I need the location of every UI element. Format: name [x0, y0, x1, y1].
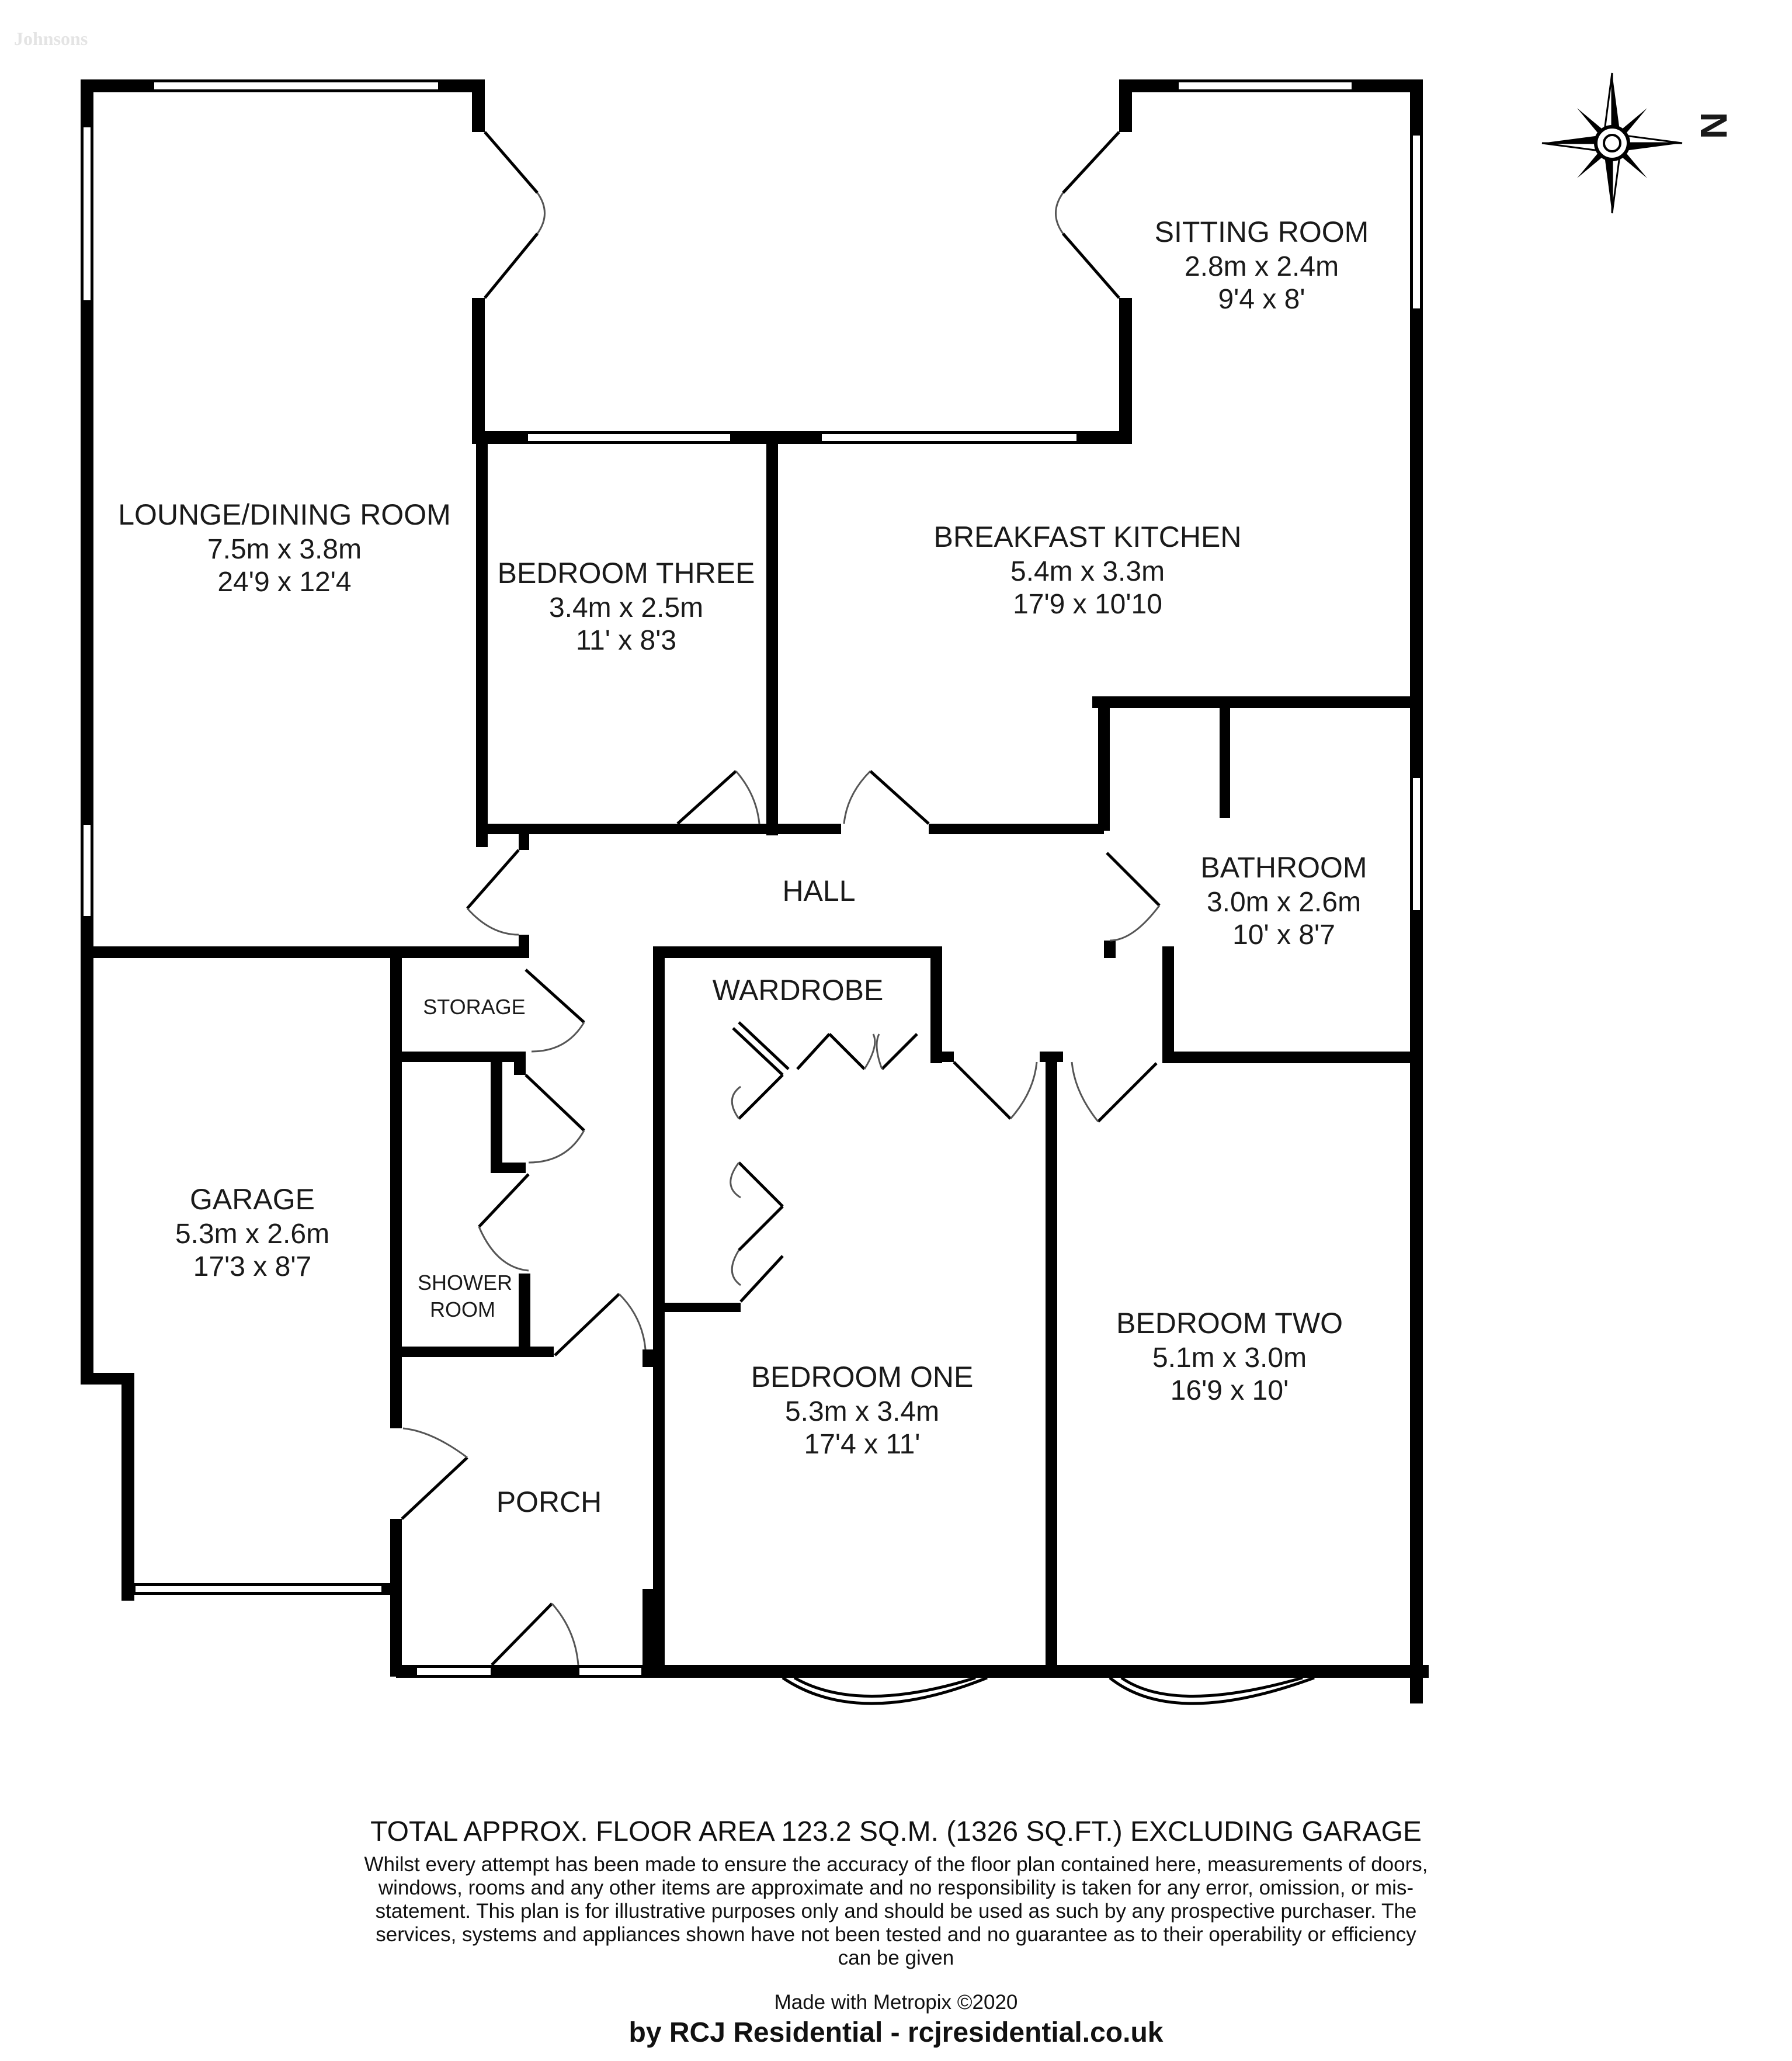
room-name-line1: SHOWER — [418, 1271, 512, 1295]
room-imperial: 24'9 x 12'4 — [217, 567, 352, 598]
room-metric: 5.3m x 2.6m — [175, 1219, 330, 1250]
room-imperial: 17'9 x 10'10 — [1013, 589, 1162, 620]
room-lounge — [118, 498, 450, 598]
room-name: WARDROBE — [712, 974, 884, 1007]
room-name: SITTING ROOM — [1154, 216, 1369, 248]
room-name: BEDROOM ONE — [751, 1361, 974, 1393]
room-kitchen — [934, 521, 1242, 620]
room-metric: 7.5m x 3.8m — [207, 534, 362, 565]
room-imperial: 16'9 x 10' — [1170, 1375, 1289, 1406]
room-metric: 5.3m x 3.4m — [784, 1396, 940, 1427]
room-name: STORAGE — [423, 995, 526, 1019]
room-imperial: 17'3 x 8'7 — [193, 1251, 312, 1282]
agent-brand: by RCJ Residential - rcjresidential.co.uk — [628, 2017, 1164, 2048]
room-imperial: 11' x 8'3 — [575, 625, 677, 656]
room-shower — [418, 1271, 512, 1321]
compass-north-label: N — [1693, 112, 1735, 140]
room-garage — [175, 1183, 329, 1282]
room-name: GARAGE — [190, 1183, 315, 1216]
floor-area-total: TOTAL APPROX. FLOOR AREA 123.2 SQ.M. (1326 SQ.FT.) EXCLUDING GARAGE — [370, 1816, 1422, 1847]
room-name: LOUNGE/DINING ROOM — [118, 498, 451, 531]
room-hall — [782, 875, 855, 907]
room-sitting — [1155, 216, 1369, 315]
room-name: PORCH — [496, 1486, 602, 1518]
room-porch — [496, 1486, 602, 1518]
room-name: BREAKFAST KITCHEN — [933, 521, 1242, 553]
room-metric: 2.8m x 2.4m — [1184, 251, 1339, 282]
room-bathroom — [1200, 851, 1367, 950]
watermark: Johnsons — [14, 28, 88, 49]
room-imperial: 10' x 8'7 — [1232, 920, 1335, 950]
room-bedroom-one — [751, 1361, 974, 1460]
room-imperial: 9'4 x 8' — [1218, 284, 1305, 315]
compass-rose-icon — [1542, 73, 1682, 213]
room-metric: 3.4m x 2.5m — [548, 592, 704, 623]
room-name: BATHROOM — [1200, 851, 1367, 884]
room-metric: 5.1m x 3.0m — [1152, 1342, 1307, 1373]
room-wardrobe — [713, 974, 884, 1007]
room-metric: 3.0m x 2.6m — [1206, 887, 1362, 918]
room-name: BEDROOM TWO — [1116, 1307, 1343, 1340]
room-bedroom-three — [498, 557, 755, 656]
room-imperial: 17'4 x 11' — [804, 1429, 921, 1460]
bay-windows — [783, 1678, 1314, 1703]
room-storage — [423, 995, 525, 1019]
made-with-credit: Made with Metropix ©2020 — [774, 1991, 1018, 2014]
room-name: HALL — [782, 875, 856, 907]
room-metric: 5.4m x 3.3m — [1010, 556, 1165, 587]
room-bedroom-two — [1116, 1307, 1343, 1406]
disclaimer-text: Whilst every attempt has been made to ensure the accuracy of the floor plan contained here, measurements of doors, windows, rooms and any other items are approximate and no responsibility is taken for any error, omission, or mis-statement. This plan is for illustrative purposes only and should be used as such by any prospective purchaser. The services, systems and appliances shown have not been tested and no guarantee as to their operability or efficiency can be given — [364, 1853, 1428, 1969]
room-name: BEDROOM THREE — [497, 557, 755, 589]
room-name-line2: ROOM — [430, 1297, 495, 1321]
